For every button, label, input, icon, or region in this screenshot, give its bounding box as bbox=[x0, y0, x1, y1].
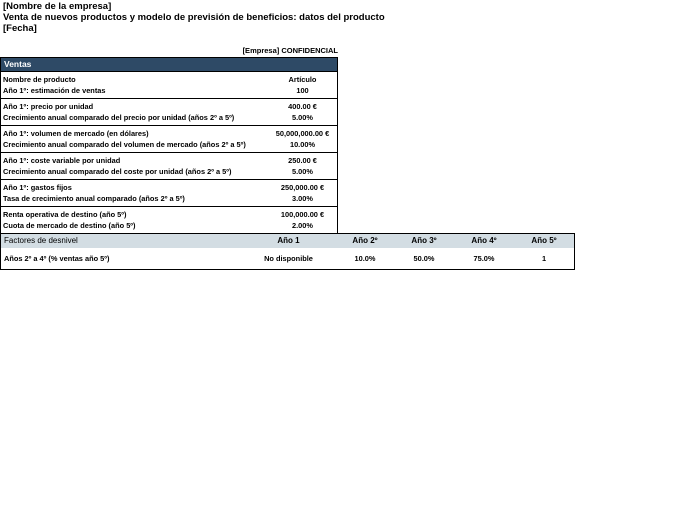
sales-group-product bbox=[1, 71, 337, 98]
sales-row bbox=[1, 220, 337, 233]
sales-row-value: 400.00 € bbox=[288, 102, 317, 111]
sales-row-label: Crecimiento anual comparado del coste por unidad (años 2º a 5º) bbox=[3, 167, 232, 176]
factors-header-year-4: Año 4º bbox=[471, 236, 497, 245]
sales-row-label: Crecimiento anual comparado del volumen de mercado (años 2º a 5º) bbox=[3, 140, 246, 149]
sales-group-price bbox=[1, 98, 337, 125]
page-title: Venta de nuevos productos y modelo de previsión de beneficios: datos del producto bbox=[3, 12, 385, 23]
factors-value-year-5: 1 bbox=[541, 254, 547, 263]
sales-row-value: 250.00 € bbox=[288, 156, 317, 165]
sales-group-variable-cost bbox=[1, 152, 337, 179]
sales-row bbox=[1, 182, 337, 193]
sales-row-value: 10.00% bbox=[289, 140, 316, 149]
sales-row bbox=[1, 101, 337, 112]
sales-row-value: 3.00% bbox=[292, 194, 313, 203]
sales-row-label: Año 1º: coste variable por unidad bbox=[3, 156, 121, 165]
sales-row-value: Artículo bbox=[288, 75, 317, 84]
factors-header-year-2: Año 2º bbox=[352, 236, 378, 245]
factors-header-year-1: Año 1 bbox=[277, 236, 300, 245]
sales-table bbox=[0, 57, 338, 234]
sales-group-targets bbox=[1, 206, 337, 233]
sales-table-title: Ventas bbox=[1, 58, 337, 71]
factors-row-label: Años 2º a 4º (% ventas año 5º) bbox=[4, 254, 110, 263]
sales-row bbox=[1, 209, 337, 220]
factors-header-row bbox=[1, 234, 574, 248]
factors-header-year-5: Año 5º bbox=[531, 236, 557, 245]
company-name: [Nombre de la empresa] bbox=[3, 1, 112, 12]
confidential-label: [Empresa] CONFIDENCIAL bbox=[242, 46, 338, 55]
sales-row-value: 2.00% bbox=[292, 221, 313, 230]
sales-row-value: 5.00% bbox=[292, 113, 313, 122]
sales-row-label: Cuota de mercado de destino (año 5º) bbox=[3, 221, 136, 230]
sales-row-value: 5.00% bbox=[292, 167, 313, 176]
sales-row-label: Nombre de producto bbox=[3, 75, 76, 84]
sales-row-label: Año 1º: gastos fijos bbox=[3, 183, 72, 192]
sales-row-label: Tasa de crecimiento anual comparado (años 2º a 5º) bbox=[3, 194, 185, 203]
sales-row bbox=[1, 85, 337, 98]
sales-group-market bbox=[1, 125, 337, 152]
factors-header-year-3: Año 3º bbox=[411, 236, 437, 245]
factors-value-year-4: 75.0% bbox=[473, 254, 495, 263]
sales-row-value: 250,000.00 € bbox=[280, 183, 325, 192]
factors-value-year-1: No disponible bbox=[264, 254, 313, 263]
sales-row bbox=[1, 74, 337, 85]
sales-row bbox=[1, 193, 337, 206]
sales-row-label: Crecimiento anual comparado del precio por unidad (años 2º a 5º) bbox=[3, 113, 235, 122]
sales-row-value: 50,000,000.00 € bbox=[275, 129, 330, 138]
sales-row bbox=[1, 128, 337, 139]
sales-row-label: Renta operativa de destino (año 5º) bbox=[3, 210, 127, 219]
factors-value-year-3: 50.0% bbox=[413, 254, 435, 263]
sales-row bbox=[1, 155, 337, 166]
sales-row-value: 100,000.00 € bbox=[280, 210, 325, 219]
sales-row bbox=[1, 139, 337, 152]
factors-value-year-2: 10.0% bbox=[354, 254, 376, 263]
factors-table bbox=[0, 233, 575, 270]
factors-header-label: Factores de desnivel bbox=[4, 236, 78, 245]
sales-row-label: Año 1º: volumen de mercado (en dólares) bbox=[3, 129, 149, 138]
sales-row bbox=[1, 166, 337, 179]
sales-row-label: Año 1º: precio por unidad bbox=[3, 102, 94, 111]
sales-row-label: Año 1º: estimación de ventas bbox=[3, 86, 106, 95]
sales-row bbox=[1, 112, 337, 125]
sales-row-value: 100 bbox=[296, 86, 309, 95]
date-field: [Fecha] bbox=[3, 23, 37, 34]
factors-data-row bbox=[1, 252, 574, 266]
sales-group-fixed-cost bbox=[1, 179, 337, 206]
